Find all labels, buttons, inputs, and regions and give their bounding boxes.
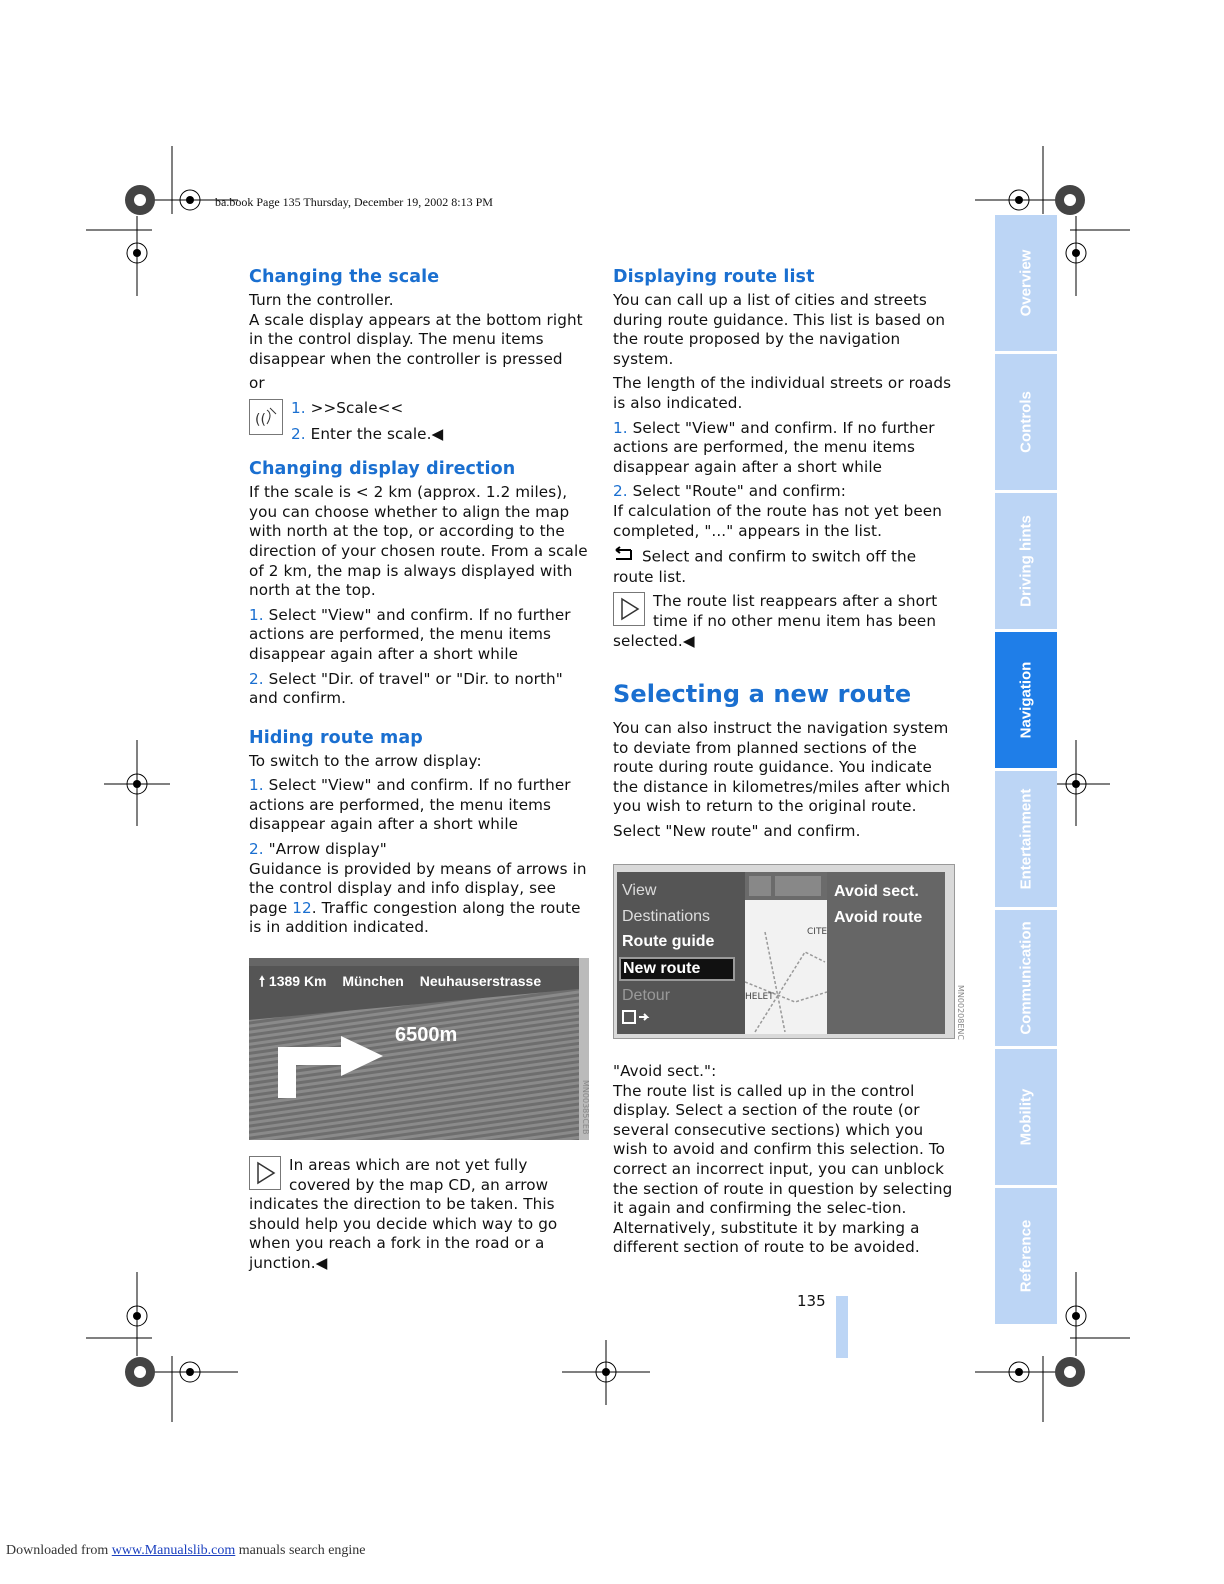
main-heading: Selecting a new route <box>613 680 912 709</box>
print-header: ba.book Page 135 Thursday, December 19, 2002 8:13 PM <box>215 195 493 209</box>
step-text: Select "Dir. of travel" or "Dir. to north" and confirm. <box>249 669 563 708</box>
arrow-display-figure <box>249 958 589 1140</box>
paragraph: You can call up a list of cities and streets during route guidance. This list is based on the route proposed by the navigation system. <box>613 291 946 368</box>
distance-remaining: 1389 Km <box>268 973 327 989</box>
step-text: Select "Route" and confirm: <box>632 482 847 501</box>
note-text: In areas which are not yet fully covered by the map CD, an arrow indicates the direction to be taken. This should help you decide which way to go when you reach a fork in the road or a junction.◀ <box>249 1156 558 1272</box>
tab-overview[interactable]: Overview <box>995 215 1057 354</box>
menu-list <box>622 878 735 1034</box>
menu-item-view[interactable]: View <box>622 882 657 899</box>
new-route-figure <box>613 864 955 1039</box>
voice-command-icon <box>249 399 283 435</box>
paragraph: A scale display appears at the bottom right in the control display. The menu items disappear when the controller is pressed <box>249 310 583 368</box>
map-label: CITE <box>807 927 828 937</box>
paragraph: If the scale is < 2 km (approx. 1.2 miles), you can choose whether to align the map with north at the top, or according to the direction of your chosen route. From a scale of 2 km, the map is always displayed with north at the top. <box>249 483 588 600</box>
paragraph: Guidance is provided by means of arrows in the control display and info display, see page 12. Traffic congestion along the route is in addition indicated. <box>249 859 587 937</box>
section-title-hiding-route-map: Hiding route map <box>249 727 423 748</box>
paragraph: Turn the controller. <box>249 291 394 309</box>
note-block <box>613 592 953 651</box>
tab-navigation[interactable]: Navigation <box>995 632 1057 771</box>
step <box>613 482 953 502</box>
note-triangle-icon <box>613 592 645 626</box>
step-text: "Arrow display" <box>268 840 387 859</box>
section-title-display-direction: Changing display direction <box>249 459 516 480</box>
right-column <box>613 266 953 847</box>
figure-code: MN00385CEB <box>581 1080 590 1135</box>
paragraph: or <box>249 374 265 393</box>
menu-item-route-guide[interactable]: Route guide <box>622 933 715 950</box>
step-number: 1. <box>613 418 628 437</box>
menu-item-destinations[interactable]: Destinations <box>622 907 711 925</box>
paragraph: The length of the individual streets or roads is also indicated. <box>613 374 952 412</box>
section-tabs <box>995 215 1057 1327</box>
tab-communication[interactable]: Communication <box>995 910 1057 1049</box>
svg-text:((: (( <box>255 411 267 428</box>
paragraph: To switch to the arrow display: <box>249 751 482 770</box>
manualslib-link[interactable]: www.Manualslib.com <box>111 1543 236 1558</box>
right-column-bottom <box>613 1062 953 1263</box>
tab-reference[interactable]: Reference <box>995 1188 1057 1327</box>
step-number: 2. <box>291 424 306 443</box>
return-icon <box>613 546 637 568</box>
step <box>249 840 589 860</box>
step-number: 1. <box>291 398 306 417</box>
step-text: Select "View" and confirm. If no further actions are performed, the menu items disappear again after a short while <box>249 605 571 663</box>
tab-mobility[interactable]: Mobility <box>995 1049 1057 1188</box>
page-link[interactable]: 12 <box>292 898 312 917</box>
split-screen-icon[interactable] <box>622 1008 735 1034</box>
map-preview <box>745 872 827 1034</box>
step-text: Select "View" and confirm. If no further actions are performed, the menu items disappear again after a short while <box>613 418 935 476</box>
map-label: HELET <box>745 992 774 1002</box>
footer: Downloaded from www.Manualslib.com manuals search engine <box>6 1543 366 1558</box>
step <box>249 670 589 709</box>
paragraph: Select "New route" and confirm. <box>613 822 861 841</box>
note-text: The route list reappears after a short time if no other menu item has been selected.◀ <box>613 592 938 650</box>
step-number: 2. <box>249 840 264 859</box>
step-number: 2. <box>613 482 628 501</box>
paragraph: If calculation of the route has not yet been completed, "..." appears in the list. <box>613 501 942 540</box>
step <box>249 776 589 835</box>
step-number: 2. <box>249 669 264 688</box>
step-text: Select "View" and confirm. If no further actions are performed, the menu items disappear again after a short while <box>249 776 571 834</box>
destination-street: Neuhauserstrasse <box>419 973 542 989</box>
section-title-changing-scale: Changing the scale <box>249 267 440 287</box>
turn-distance: 6500m <box>395 1024 458 1046</box>
voice-command-text: >>Scale<< <box>310 398 404 417</box>
tab-entertainment[interactable]: Entertainment <box>995 771 1057 910</box>
figure-code: MN00208ENC <box>956 985 965 1040</box>
step-number: 1. <box>249 605 264 624</box>
paragraph: "Avoid sect.": <box>613 1062 717 1080</box>
left-column <box>249 266 589 943</box>
option-avoid-route[interactable]: Avoid route <box>834 908 923 926</box>
guidance-bar <box>259 971 541 995</box>
voice-command-text: Enter the scale.◀ <box>310 424 444 443</box>
option-avoid-section[interactable]: Avoid sect. <box>834 883 919 900</box>
paragraph: The route list is called up in the control display. Select a section of the route (or several consecutive sections) which you wish to avoid and confirm this selection. To correct an incorrect input, you can unblock the section of route in question by selecting it again and confirming the selec-tion. Alternatively, substitute it by marking a different section of route to be avoided. <box>613 1081 953 1257</box>
tab-controls[interactable]: Controls <box>995 354 1057 493</box>
step-number: 1. <box>249 776 264 795</box>
options-list <box>834 879 922 930</box>
menu-item-new-route[interactable]: New route <box>619 957 735 981</box>
step <box>613 419 953 478</box>
tab-driving-hints[interactable]: Driving hints <box>995 493 1057 632</box>
page-number-bar <box>836 1296 848 1358</box>
voice-command-block <box>249 399 589 444</box>
note-triangle-icon <box>249 1156 281 1190</box>
destination-city: München <box>342 973 404 989</box>
page-number: 135 <box>797 1292 826 1310</box>
menu-item-detour[interactable]: Detour <box>622 986 671 1004</box>
up-arrow-icon: 🠕 <box>259 973 266 989</box>
note-block <box>249 1156 579 1274</box>
section-title-route-list: Displaying route list <box>613 267 815 287</box>
paragraph: Select and confirm to switch off the route list. <box>613 547 917 586</box>
paragraph: You can also instruct the navigation system to deviate from planned sections of the route during route guidance. You indicate the distance in kilometres/miles after which you wish to return to the original route. <box>613 719 951 816</box>
step <box>249 606 589 665</box>
